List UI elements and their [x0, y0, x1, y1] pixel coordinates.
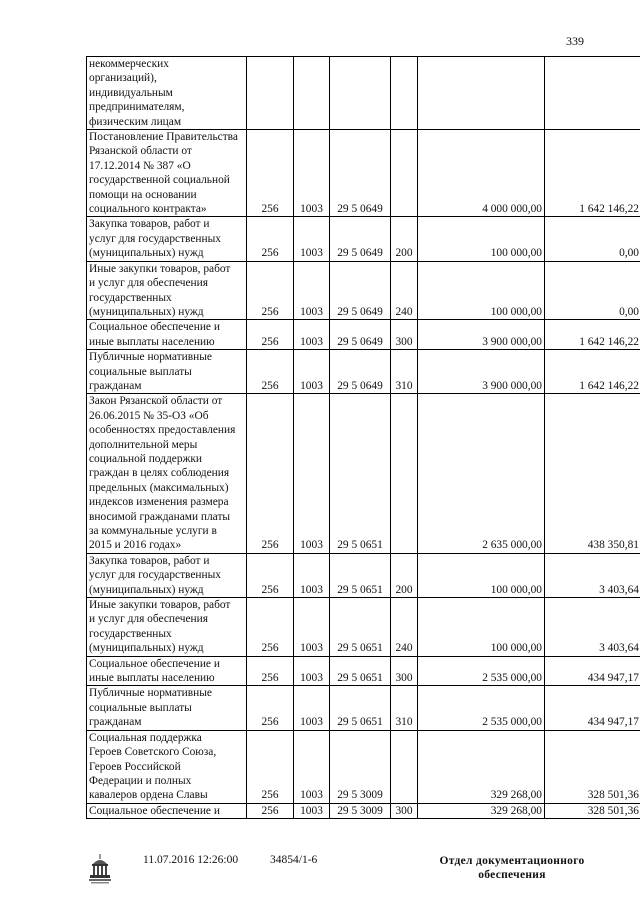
cell-target-article: 29 5 0649 [330, 320, 391, 350]
cell-name-line: (муниципальных) нужд [89, 583, 204, 596]
table-row [87, 803, 640, 818]
cell-grbs: 256 [247, 803, 294, 818]
cell-target-article: 29 5 0651 [330, 553, 391, 597]
cell-name-line: гражданам [89, 379, 142, 392]
cell-actual: 438 350,81 [545, 394, 640, 553]
cell-name-line: гражданам [89, 716, 142, 729]
cell-name-line: Закупка товаров, работ и [89, 218, 210, 231]
cell-actual: 328 501,36 [545, 730, 640, 803]
cell-target-article: 29 5 0649 [330, 261, 391, 320]
cell-target-article: 29 5 0649 [330, 130, 391, 217]
cell-actual: 3 403,64 [545, 553, 640, 597]
cell-section: 1003 [294, 656, 330, 686]
cell-name-line: за коммунальные услуги в [89, 525, 217, 537]
cell-grbs: 256 [247, 217, 294, 261]
cell-grbs: 256 [247, 261, 294, 320]
cell-name [87, 217, 247, 261]
cell-name-line: Рязанской области от [89, 145, 192, 158]
cell-name-line: Иные закупки товаров, работ [89, 262, 231, 275]
footer-department [432, 854, 592, 882]
cell-actual: 1 642 146,22 [545, 130, 640, 217]
cell-name-line: дополнительной меры [89, 438, 198, 451]
cell-grbs: 256 [247, 730, 294, 803]
cell-name-line: помощи на основании [89, 188, 197, 201]
cell-name-line: предпринимателям, [89, 101, 185, 114]
cell-name-line: (муниципальных) нужд [89, 247, 204, 260]
table-row [87, 320, 640, 350]
cell-actual: 434 947,17 [545, 656, 640, 686]
cell-grbs: 256 [247, 320, 294, 350]
cell-name [87, 394, 247, 553]
cell-name [87, 803, 247, 818]
cell-name-line: Социальная поддержка [89, 731, 202, 744]
cell-planned [418, 57, 545, 130]
cell-expense-type: 200 [391, 553, 418, 597]
cell-target-article: 29 5 0649 [330, 217, 391, 261]
cell-expense-type: 300 [391, 320, 418, 350]
cell-target-article: 29 5 0651 [330, 656, 391, 686]
cell-planned: 2 535 000,00 [418, 656, 545, 686]
duma-emblem-icon [87, 852, 113, 886]
cell-target-article: 29 5 0651 [330, 394, 391, 553]
cell-grbs: 256 [247, 656, 294, 686]
cell-name-line: индексов изменения размера [89, 496, 229, 509]
cell-expense-type: 310 [391, 350, 418, 394]
cell-expense-type: 240 [391, 598, 418, 657]
cell-name [87, 130, 247, 217]
budget-table-body [87, 57, 640, 819]
cell-expense-type: 240 [391, 261, 418, 320]
cell-target-article: 29 5 3009 [330, 803, 391, 818]
cell-name [87, 57, 247, 130]
cell-section: 1003 [294, 261, 330, 320]
cell-name-line: Публичные нормативные [89, 351, 212, 364]
page-number: 339 [566, 34, 584, 48]
cell-expense-type: 300 [391, 656, 418, 686]
cell-name-line: особенностях предоставления [89, 424, 236, 437]
cell-actual: 0,00 [545, 261, 640, 320]
cell-section: 1003 [294, 217, 330, 261]
cell-actual: 1 642 146,22 [545, 320, 640, 350]
cell-expense-type [391, 730, 418, 803]
cell-name-line: государственной социальной [89, 174, 230, 187]
cell-name-line: кавалеров ордена Славы [89, 789, 208, 802]
cell-grbs: 256 [247, 553, 294, 597]
cell-target-article: 29 5 0649 [330, 350, 391, 394]
cell-expense-type [391, 394, 418, 553]
cell-name-line: физическим лицам [89, 115, 182, 128]
cell-name-line: социальной поддержки [89, 452, 203, 465]
cell-actual: 434 947,17 [545, 686, 640, 730]
page-footer [0, 852, 640, 892]
cell-planned: 4 000 000,00 [418, 130, 545, 217]
cell-planned: 100 000,00 [418, 553, 545, 597]
table-row [87, 350, 640, 394]
cell-name-line: Закон Рязанской области от [89, 395, 223, 408]
cell-section: 1003 [294, 394, 330, 553]
cell-planned: 3 900 000,00 [418, 320, 545, 350]
cell-section: 1003 [294, 320, 330, 350]
cell-expense-type: 300 [391, 803, 418, 818]
footer-department-line: Отдел документационного [439, 855, 585, 867]
cell-planned: 3 900 000,00 [418, 350, 545, 394]
cell-name [87, 320, 247, 350]
cell-name-line: социального контракта» [89, 203, 207, 216]
cell-name-line: Героев Российской [89, 760, 181, 773]
cell-name-line: социальные выплаты [89, 701, 192, 714]
cell-name-line: Социальное обеспечение и [89, 657, 220, 670]
cell-grbs: 256 [247, 350, 294, 394]
budget-table [86, 56, 640, 819]
cell-section: 1003 [294, 730, 330, 803]
cell-grbs [247, 57, 294, 130]
cell-name-line: услуг для государственных [89, 232, 221, 245]
cell-planned: 2 635 000,00 [418, 394, 545, 553]
cell-expense-type: 200 [391, 217, 418, 261]
cell-name-line: и услуг для обеспечения [89, 613, 208, 626]
table-row [87, 217, 640, 261]
cell-actual: 1 642 146,22 [545, 350, 640, 394]
cell-grbs: 256 [247, 598, 294, 657]
cell-planned: 329 268,00 [418, 730, 545, 803]
cell-name-line: предельных (максимальных) [89, 481, 229, 494]
cell-section: 1003 [294, 686, 330, 730]
cell-section: 1003 [294, 350, 330, 394]
cell-name-line: социальные выплаты [89, 365, 192, 378]
cell-name-line: 2015 и 2016 годах» [89, 539, 182, 552]
cell-name-line: государственных [89, 627, 172, 640]
table-row [87, 553, 640, 597]
cell-name-line: организаций), [89, 72, 157, 85]
cell-planned: 100 000,00 [418, 261, 545, 320]
cell-name [87, 730, 247, 803]
cell-name-line: и услуг для обеспечения [89, 277, 208, 290]
cell-target-article: 29 5 0651 [330, 598, 391, 657]
cell-name-line: иные выплаты населению [89, 672, 215, 685]
cell-planned: 329 268,00 [418, 803, 545, 818]
cell-target-article [330, 57, 391, 130]
table-row [87, 686, 640, 730]
cell-name [87, 598, 247, 657]
cell-name-line: (муниципальных) нужд [89, 305, 204, 318]
cell-name-line: иные выплаты населению [89, 335, 215, 348]
cell-name-line: Социальное обеспечение и [89, 804, 220, 817]
cell-name-line: граждан в целях соблюдения [89, 467, 230, 480]
cell-planned: 2 535 000,00 [418, 686, 545, 730]
cell-name-line: Постановление Правительства [89, 131, 238, 144]
cell-name [87, 656, 247, 686]
cell-name-line: Публичные нормативные [89, 687, 212, 700]
cell-grbs: 256 [247, 686, 294, 730]
cell-name-line: некоммерческих [89, 58, 169, 70]
cell-grbs: 256 [247, 130, 294, 217]
cell-name [87, 350, 247, 394]
cell-planned: 100 000,00 [418, 598, 545, 657]
cell-expense-type: 310 [391, 686, 418, 730]
table-row [87, 730, 640, 803]
cell-name-line: Героев Советского Союза, [89, 746, 217, 759]
table-row [87, 57, 640, 130]
cell-target-article: 29 5 0651 [330, 686, 391, 730]
table-row [87, 656, 640, 686]
cell-target-article: 29 5 3009 [330, 730, 391, 803]
cell-grbs: 256 [247, 394, 294, 553]
cell-expense-type [391, 57, 418, 130]
cell-name-line: Иные закупки товаров, работ [89, 599, 231, 612]
cell-section: 1003 [294, 553, 330, 597]
footer-department-line: обеспечения [478, 869, 546, 881]
cell-section: 1003 [294, 598, 330, 657]
cell-expense-type [391, 130, 418, 217]
cell-name-line: услуг для государственных [89, 569, 221, 582]
cell-planned: 100 000,00 [418, 217, 545, 261]
footer-doc-number: 34854/1-6 [270, 854, 318, 866]
cell-name-line: вносимой гражданами платы [89, 510, 231, 523]
cell-name-line: (муниципальных) нужд [89, 642, 204, 655]
table-row [87, 261, 640, 320]
cell-section: 1003 [294, 803, 330, 818]
table-row [87, 598, 640, 657]
cell-name-line: 17.12.2014 № 387 «О [89, 159, 191, 172]
footer-date: 11.07.2016 12:26:00 [143, 854, 239, 866]
cell-name-line: государственных [89, 291, 172, 304]
cell-actual [545, 57, 640, 130]
cell-name [87, 553, 247, 597]
cell-name [87, 686, 247, 730]
cell-name [87, 261, 247, 320]
cell-section [294, 57, 330, 130]
cell-name-line: Закупка товаров, работ и [89, 554, 210, 567]
cell-actual: 328 501,36 [545, 803, 640, 818]
cell-name-line: индивидуальным [89, 86, 173, 99]
cell-name-line: Федерации и полных [89, 774, 192, 787]
cell-name-line: Социальное обеспечение и [89, 321, 220, 334]
cell-section: 1003 [294, 130, 330, 217]
cell-actual: 0,00 [545, 217, 640, 261]
table-row [87, 130, 640, 217]
table-row [87, 394, 640, 553]
cell-actual: 3 403,64 [545, 598, 640, 657]
cell-name-line: 26.06.2015 № 35-ОЗ «Об [89, 409, 209, 422]
